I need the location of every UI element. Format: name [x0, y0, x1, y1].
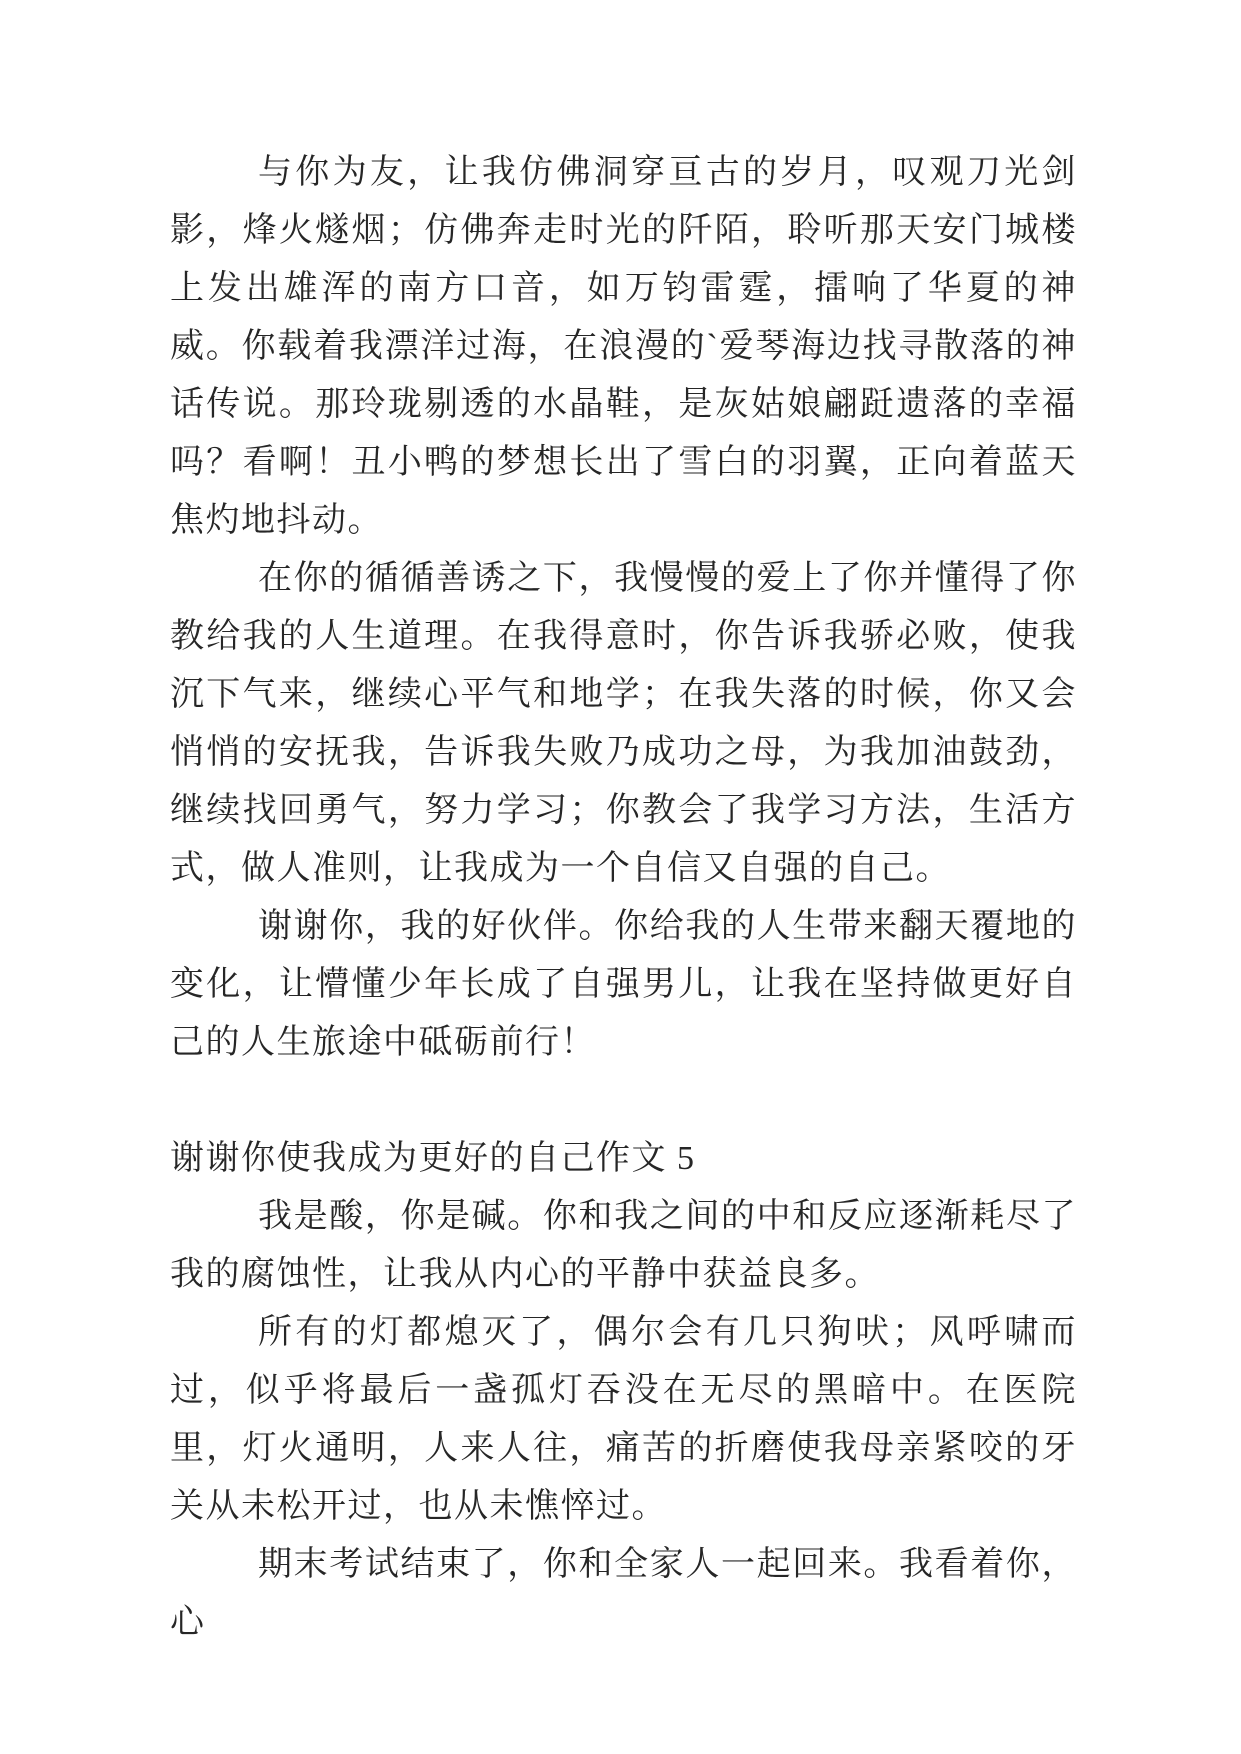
essay-paragraph-3: 谢谢你，我的好伙伴。你给我的人生带来翻天覆地的变化，让懵懂少年长成了自强男儿，让我在坚持做更好自己的人生旅途中砥砺前行！	[170, 908, 1077, 1061]
essay-paragraph-6: 期末考试结束了，你和全家人一起回来。我看着你，心	[170, 1546, 1077, 1641]
essay-section-title: 谢谢你使我成为更好的自己作文 5	[170, 1140, 696, 1177]
essay-paragraph-2: 在你的循循善诱之下，我慢慢的爱上了你并懂得了你教给我的人生道理。在我得意时，你告诉我骄必败，使我沉下气来，继续心平气和地学；在我失落的时候，你又会悄悄的安抚我，告诉我失败乃成功之母，为我加油鼓劲，继续找回勇气，努力学习；你教会了我学习方法，生活方式，做人准则，让我成为一个自信又自强的自己。	[170, 560, 1077, 887]
essay-paragraph-4: 我是酸，你是碱。你和我之间的中和反应逐渐耗尽了我的腐蚀性，让我从内心的平静中获益良多。	[170, 1198, 1077, 1293]
essay-paragraph-5: 所有的灯都熄灭了，偶尔会有几只狗吠；风呼啸而过，似乎将最后一盏孤灯吞没在无尽的黑暗中。在医院里，灯火通明，人来人往，痛苦的折磨使我母亲紧咬的牙关从未松开过，也从未憔悴过。	[170, 1314, 1077, 1525]
essay-paragraph-1: 与你为友，让我仿佛洞穿亘古的岁月，叹观刀光剑影，烽火燧烟；仿佛奔走时光的阡陌，聆听那天安门城楼上发出雄浑的南方口音，如万钧雷霆，擂响了华夏的神威。你载着我漂洋过海，在浪漫的`爱琴海边找寻散落的神话传说。那玲珑剔透的水晶鞋，是灰姑娘翩跹遗落的幸福吗？看啊！丑小鸭的梦想长出了雪白的羽翼，正向着蓝天焦灼地抖动。	[170, 154, 1077, 539]
